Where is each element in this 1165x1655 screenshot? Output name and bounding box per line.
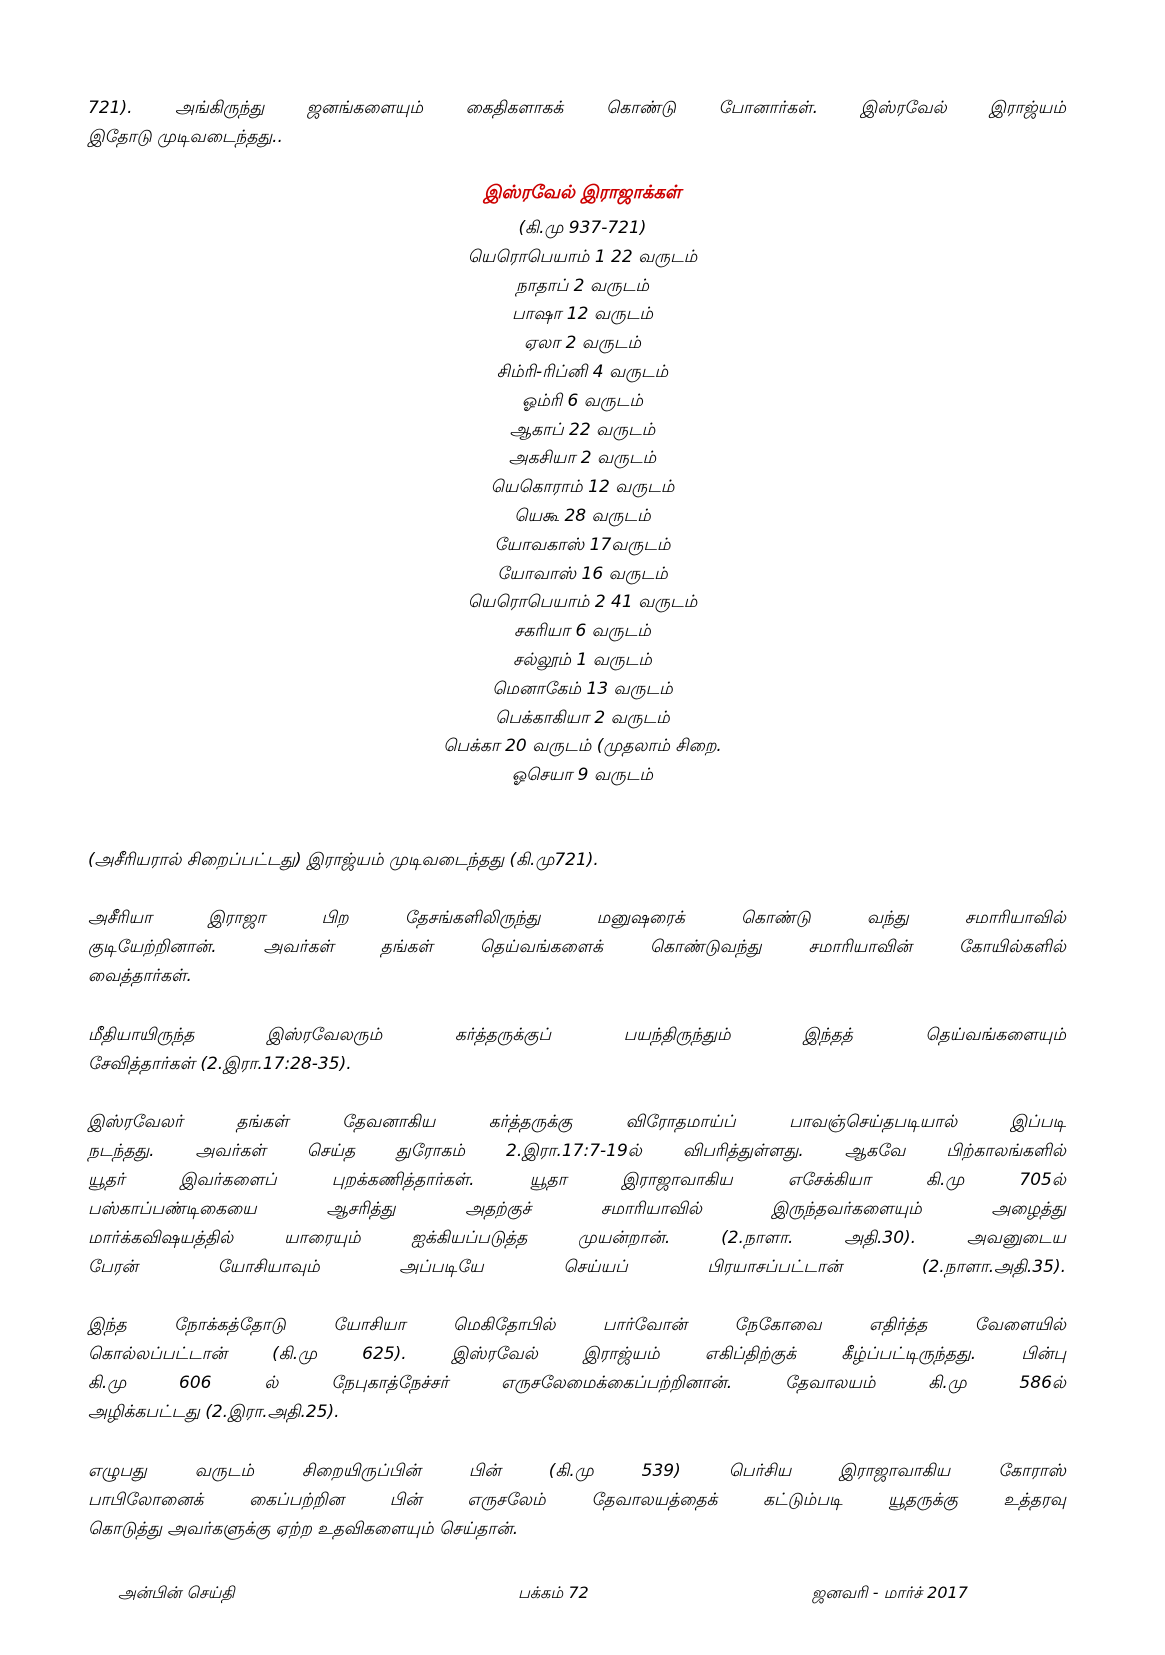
period-line: (கி.மு 937-721): [518, 218, 647, 238]
text-line: சேவித்தார்கள் (2.இரா.17:28-35).: [88, 1054, 352, 1074]
text-line: இந்த நோக்கத்தோடு யோசியா மெகிதோபில் பார்வோன் நேகோவை எதிர்த்த வேளையில்: [88, 1315, 1066, 1335]
paragraph-6: [88, 1457, 1066, 1544]
list-item: யெரொபெயாம் 1 22 வருடம்: [467, 246, 698, 267]
list-item: பெக்கா 20 வருடம் (முதலாம் சிறை.: [443, 736, 722, 757]
text-line: வைத்தார்கள்.: [88, 966, 192, 986]
text-line: கொடுத்து அவர்களுக்கு ஏற்ற உதவிகளையும் செய்தான்.: [88, 1519, 519, 1539]
intro-paragraph: [88, 94, 1066, 152]
text-line: எழுபது வருடம் சிறையிருப்பின் பின் (கி.மு 539) பெர்சிய இராஜாவாகிய கோராஸ்: [88, 1461, 1066, 1481]
footer-publication: அன்பின் செய்தி: [118, 1583, 235, 1602]
text-line: அசீரியா இராஜா பிற தேசங்களிலிருந்து மனுஷரைக் கொண்டு வந்து சமாரியாவில்: [88, 908, 1066, 928]
list-item: யோவாஸ் 16 வருடம்: [497, 563, 668, 584]
list-item: அகசியா 2 வருடம்: [508, 448, 657, 469]
text-line: (அசீரியரால் சிறைப்பட்டது) இராஜ்யம் முடிவடைந்தது (கி.மு721).: [88, 850, 599, 870]
paragraph-1: [88, 846, 1066, 875]
text-line: கி.மு 606 ல் நேபுகாத்நேச்சர் எருசலேமைக்கைப்பற்றினான். தேவாலயம் கி.மு 586ல்: [88, 1373, 1066, 1393]
list-item: மெனாகேம் 13 வருடம்: [492, 678, 673, 699]
list-item: ஓசெயா 9 வருடம்: [511, 765, 654, 786]
text-line: மீதியாயிருந்த இஸ்ரவேலரும் கர்த்தருக்குப் பயந்திருந்தும் இந்தத் தெய்வங்களையும்: [88, 1025, 1066, 1045]
text-line: கொல்லப்பட்டான் (கி.மு 625). இஸ்ரவேல் இராஜ்யம் எகிப்திற்குக் கீழ்ப்பட்டிருந்தது. பின்பு: [88, 1344, 1066, 1364]
footer-page-number: பக்கம் 72: [518, 1583, 589, 1602]
text-line: நடந்தது. அவர்கள் செய்த துரோகம் 2.இரா.17:7-19ல் விபரித்துள்ளது. ஆகவே பிற்காலங்களில்: [88, 1141, 1066, 1161]
list-item: நாதாப் 2 வருடம்: [515, 275, 650, 296]
list-item: யோவகாஸ் 17வருடம்: [494, 534, 671, 555]
text-line: பாபிலோனைக் கைப்பற்றின பின் எருசலேம் தேவாலயத்தைக் கட்டும்படி யூதருக்கு உத்தரவு: [88, 1490, 1066, 1510]
paragraph-2: [88, 904, 1066, 991]
text-line: மார்க்கவிஷயத்தில் யாரையும் ஐக்கியப்படுத்த முயன்றான். (2.நாளா. அதி.30). அவனுடைய: [88, 1228, 1066, 1248]
paragraph-3: [88, 1021, 1066, 1079]
kings-list: [0, 214, 1165, 790]
list-item: யெகொராம் 12 வருடம்: [490, 477, 675, 498]
footer-date: ஜனவரி - மார்ச் 2017: [812, 1583, 968, 1602]
text-line: யூதர் இவர்களைப் புறக்கணித்தார்கள். யூதா இராஜாவாகிய எசேக்கியா கி.மு 705ல்: [88, 1170, 1066, 1190]
paragraph-4: [88, 1108, 1066, 1282]
text-line: இதோடு முடிவடைந்தது..: [88, 127, 283, 147]
text-line: 721). அங்கிருந்து ஜனங்களையும் கைதிகளாகக் கொண்டு போனார்கள். இஸ்ரவேல் இராஜ்யம்: [88, 98, 1066, 118]
list-item: ஆகாப் 22 வருடம்: [509, 419, 656, 440]
list-item: யெரொபெயாம் 2 41 வருடம்: [467, 592, 698, 613]
list-item: சகரியா 6 வருடம்: [514, 621, 651, 642]
list-item: சிம்ரி-ரிப்னி 4 வருடம்: [496, 361, 669, 382]
list-item: பெக்காகியா 2 வருடம்: [495, 707, 670, 728]
text-line: பேரன் யோசியாவும் அப்படியே செய்யப் பிரயாசப்பட்டான் (2.நாளா.அதி.35).: [88, 1257, 1066, 1277]
list-item: சல்லூம் 1 வருடம்: [513, 649, 652, 670]
text-line: பஸ்காப்பண்டிகையை ஆசரித்து அதற்குச் சமாரியாவில் இருந்தவர்களையும் அழைத்து: [88, 1199, 1066, 1219]
text-line: குடியேற்றினான். அவர்கள் தங்கள் தெய்வங்களைக் கொண்டுவந்து சமாரியாவின் கோயில்களில்: [88, 937, 1066, 957]
list-item: ஓம்ரி 6 வருடம்: [521, 390, 644, 411]
list-item: யெகூ 28 வருடம்: [514, 505, 651, 526]
kings-heading: இஸ்ரவேல் இராஜாக்கள்: [483, 182, 682, 203]
paragraph-5: [88, 1311, 1066, 1427]
text-line: அழிக்கபட்டது (2.இரா.அதி.25).: [88, 1402, 340, 1422]
list-item: பாஷா 12 வருடம்: [511, 304, 654, 325]
text-line: இஸ்ரவேலர் தங்கள் தேவனாகிய கர்த்தருக்கு விரோதமாய்ப் பாவஞ்செய்தபடியால் இப்படி: [88, 1112, 1066, 1132]
list-item: ஏலா 2 வருடம்: [523, 333, 642, 354]
